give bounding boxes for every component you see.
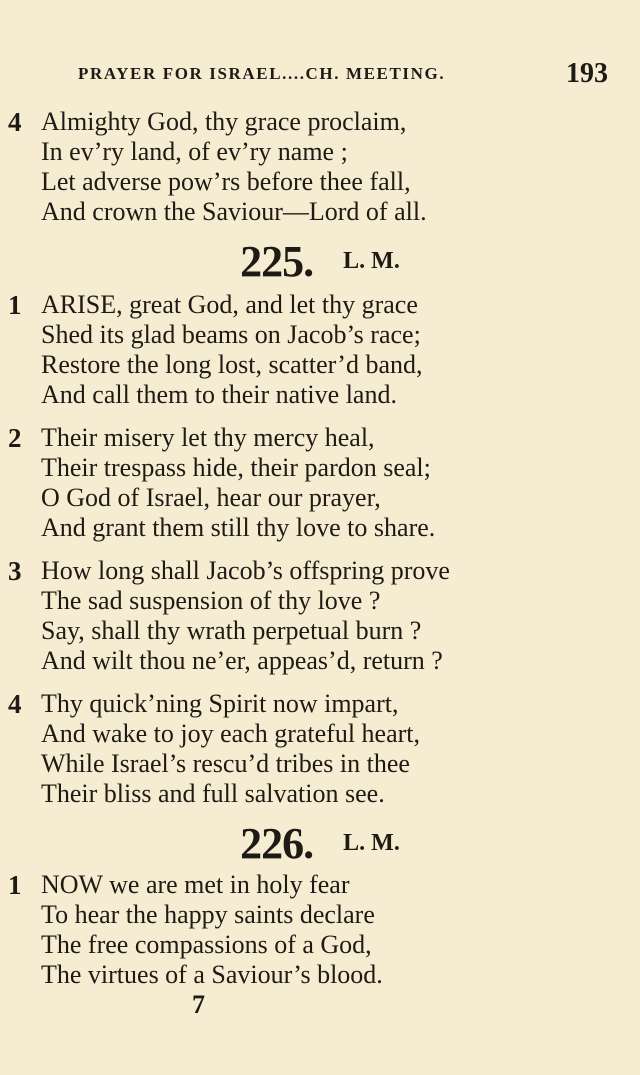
- verse-line: Thy quick’ning Spirit now impart,: [41, 689, 399, 718]
- verse-line: While Israel’s rescu’d tribes in thee: [41, 749, 410, 778]
- verse-line: And wake to joy each grateful heart,: [41, 719, 421, 748]
- verse-line: O God of Israel, hear our prayer,: [41, 483, 381, 512]
- verse-line: NOW we are met in holy fear: [41, 870, 350, 899]
- stanza-number: 1: [8, 870, 22, 900]
- verse-line: Let adverse pow’rs before thee fall,: [41, 167, 411, 196]
- stanza-number: 1: [8, 290, 22, 320]
- verse-line: And wilt thou ne’er, appeas’d, return ?: [41, 646, 443, 675]
- verse-line: ARISE, great God, and let thy grace: [41, 290, 418, 319]
- verse-line: Shed its glad beams on Jacob’s race;: [41, 320, 421, 349]
- verse-line: The sad suspension of thy love ?: [41, 586, 381, 615]
- verse-line: The virtues of a Saviour’s blood.: [41, 960, 383, 989]
- verse-line: In ev’ry land, of ev’ry name ;: [41, 137, 348, 166]
- verse-line: Say, shall thy wrath perpetual burn ?: [41, 616, 422, 645]
- verse-line: Their misery let thy mercy heal,: [41, 423, 375, 452]
- hymn-heading: [0, 818, 640, 868]
- hymn-heading: [0, 236, 640, 286]
- running-head: PRAYER FOR ISRAEL....CH. MEETING.: [78, 64, 446, 83]
- verse-line: And grant them still thy love to share.: [41, 513, 436, 542]
- verse-line: Restore the long lost, scatter’d band,: [41, 350, 423, 379]
- verse-line: How long shall Jacob’s offspring prove: [41, 556, 450, 585]
- verse-line: Their bliss and full salvation see.: [41, 779, 385, 808]
- page-number: 193: [566, 58, 608, 89]
- verse-line: And call them to their native land.: [41, 380, 397, 409]
- verse-line: And crown the Saviour—Lord of all.: [41, 197, 427, 226]
- hymn-meter: L. M.: [343, 248, 400, 274]
- verse-line: To hear the happy saints declare: [41, 900, 375, 929]
- verse-line: Their trespass hide, their pardon seal;: [41, 453, 431, 482]
- hymn-number: 225.: [240, 237, 314, 286]
- signature-mark: 7: [192, 990, 205, 1019]
- hymn-number: 226.: [240, 819, 314, 868]
- stanza-number: 4: [8, 107, 22, 137]
- page-header: [78, 58, 608, 92]
- verse-line: Almighty God, thy grace proclaim,: [41, 107, 407, 136]
- verse-line: The free compassions of a God,: [41, 930, 372, 959]
- stanza-number: 3: [8, 556, 22, 586]
- stanza-number: 2: [8, 423, 22, 453]
- hymn-meter: L. M.: [343, 830, 400, 856]
- stanza-number: 4: [8, 689, 22, 719]
